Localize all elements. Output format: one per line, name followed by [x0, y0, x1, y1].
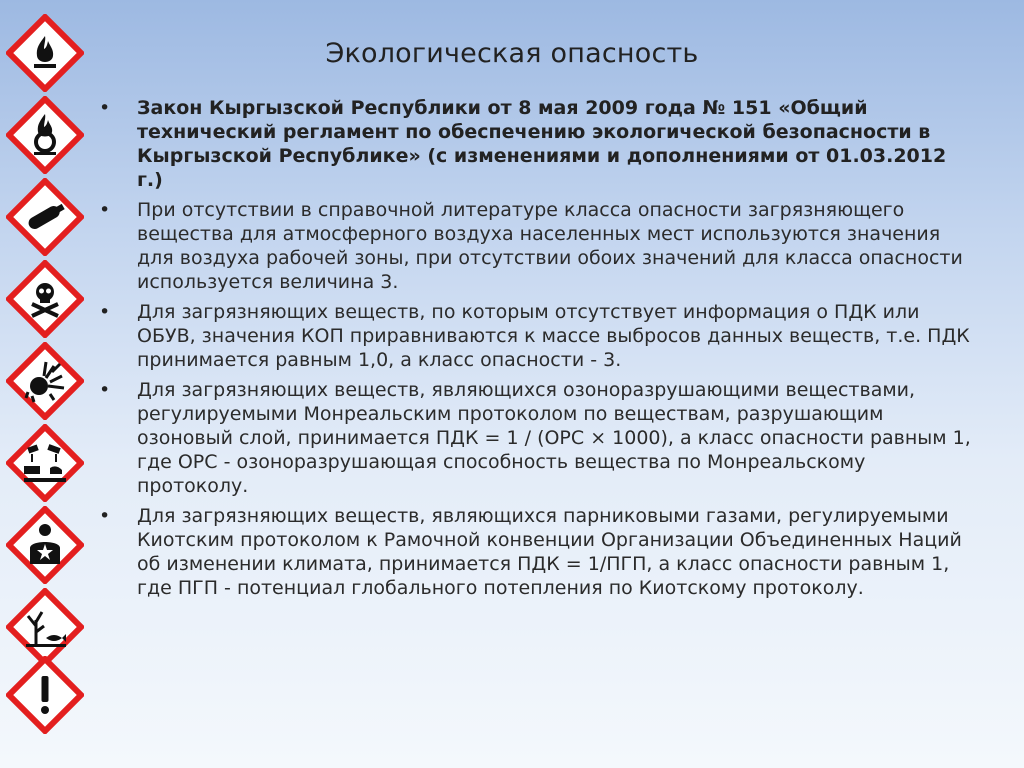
list-item	[95, 378, 975, 498]
bullet-text: Закон Кыргызской Республики от 8 мая 2009 года № 151 «Общий технический регламент по обеспечению экологической безопасности в Кыргызской Республике» (с изменениями и дополнениями от 01.03.2012 г.)	[137, 97, 947, 191]
bullet-text: Для загрязняющих веществ, являющихся парниковыми газами, регулируемыми Киотским протоколом к Рамочной конвенции Организации Объединенных Наций об изменении климата, принимается ПДК = 1/ПГП, а класс опасности равным 1, где ПГП - потенциал глобального потепления по Киотскому протоколу.	[137, 505, 962, 599]
list-item	[95, 504, 975, 600]
bullet-marker: •	[99, 199, 111, 221]
slide-body	[95, 96, 975, 606]
health-hazard-icon	[6, 506, 84, 584]
exclamation-mark-icon	[6, 656, 84, 734]
list-item	[95, 300, 975, 372]
skull-crossbones-icon	[6, 260, 84, 338]
list-item	[95, 198, 975, 294]
bullet-text: Для загрязняющих веществ, по которым отсутствует информация о ПДК или ОБУВ, значения КОП приравниваются к массе выбросов данных веществ, т.е. ПДК принимается равным 1,0, а класс опасности - 3.	[137, 301, 970, 371]
list-item	[95, 96, 975, 192]
corrosion-icon	[6, 424, 84, 502]
bullet-list	[95, 96, 975, 600]
slide-title: Экологическая опасность	[325, 38, 699, 69]
bullet-marker: •	[99, 379, 111, 401]
environment-icon	[6, 588, 84, 666]
exploding-bomb-icon	[6, 342, 84, 420]
bullet-marker: •	[99, 505, 111, 527]
flame-icon	[6, 14, 84, 92]
bullet-text: При отсутствии в справочной литературе класса опасности загрязняющего вещества для атмосферного воздуха населенных мест используются значения для воздуха рабочей зоны, при отсутствии обоих значений для класса опасности используется величина 3.	[137, 199, 963, 293]
gas-cylinder-icon	[6, 178, 84, 256]
hazard-pictogram-column	[0, 0, 90, 768]
bullet-marker: •	[99, 97, 111, 119]
bullet-marker: •	[99, 301, 111, 323]
flame-over-circle-icon	[6, 96, 84, 174]
bullet-text: Для загрязняющих веществ, являющихся озоноразрушающими веществами, регулируемыми Монреальским протоколом по веществам, разрушающим озоновый слой, принимается ПДК = 1 / (ОРС × 1000), а класс опасности равным 1, где ОРС - озоноразрушающая способность вещества по Монреальскому протоколу.	[137, 379, 971, 497]
